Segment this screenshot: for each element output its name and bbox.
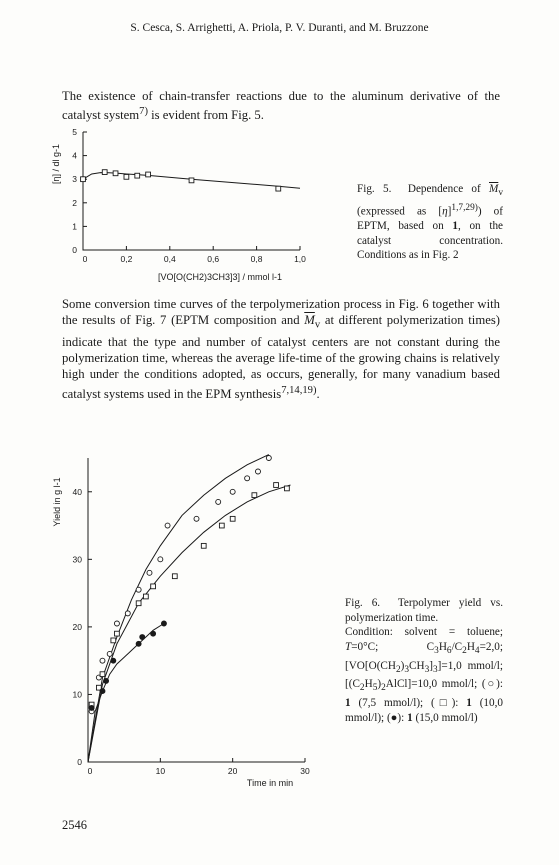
- fig6-data-point: [194, 516, 199, 521]
- fig6-data-point: [252, 493, 257, 498]
- fig6-data-point: [165, 523, 170, 528]
- fig5-y-tick-label: 0: [72, 245, 77, 255]
- page-number: 2546: [62, 818, 87, 832]
- fig6-y-tick-label: 20: [72, 621, 82, 632]
- fig6-data-point: [161, 621, 166, 626]
- fig5-x-tick-label: 0,8: [250, 254, 263, 264]
- fig6-data-point: [111, 638, 116, 643]
- fig6-y-tick-label: 40: [72, 486, 82, 497]
- fig6-data-point: [230, 489, 235, 494]
- figure-6-chart: [50, 450, 340, 795]
- figure-5-chart: [50, 124, 350, 288]
- fig6-data-point: [114, 621, 119, 626]
- fig6-data-point: [104, 678, 109, 683]
- fig6-x-tick-label: 10: [155, 766, 166, 776]
- fig6-data-point: [107, 651, 112, 656]
- fig5-y-tick-label: 2: [72, 197, 77, 208]
- fig6-data-point: [266, 456, 271, 461]
- fig6-data-point: [143, 594, 148, 599]
- fig5-data-point: [124, 174, 129, 179]
- fig6-data-point: [274, 483, 279, 488]
- fig5-data-point: [135, 173, 140, 178]
- fig6-x-tick-label: 0: [87, 766, 93, 776]
- fig5-x-tick-label: 1,0: [294, 254, 306, 264]
- fig6-data-point: [285, 486, 290, 491]
- paragraph-2: Some conversion time curves of the terpolymerization process in Fig. 6 together with the results of Fig. 7 (EPTM composition and $\overline{M}_v$ at different polymerization times) indicate that the type and number of catalyst centers are not constant during the polymerization time, whereas the average life-time of the growing chains is relatively high under the conditions adopted, as occurs, generally, for many vanadium based catalyst systems used in the EPM synthesis$^{7,14,19)}$.: [62, 297, 500, 401]
- fig6-data-point: [151, 584, 156, 589]
- fig5-x-tick-label: 0,2: [120, 254, 133, 264]
- fig6-y-axis-label: Yield in g l-1: [52, 477, 62, 527]
- fig6-x-axis-label: Time in min: [246, 778, 294, 788]
- fig6-data-point: [100, 672, 105, 677]
- fig6-x-tick-label: 20: [227, 766, 238, 776]
- fig6-fit-curve: [88, 624, 164, 763]
- fig6-data-point: [136, 641, 141, 646]
- running-header: S. Cesca, S. Arrighetti, A. Priola, P. V. Duranti, and M. Bruzzone: [130, 22, 429, 34]
- fig5-data-point: [102, 170, 107, 175]
- fig5-x-tick-label: 0,4: [163, 254, 176, 264]
- fig5-y-tick-label: 5: [72, 127, 77, 137]
- fig5-x-tick-label: 0: [82, 254, 88, 264]
- fig6-data-point: [111, 658, 116, 663]
- fig5-y-tick-label: 4: [72, 150, 77, 161]
- fig6-data-point: [151, 631, 156, 636]
- fig6-axes: [88, 458, 305, 762]
- fig6-data-point: [216, 499, 221, 504]
- fig6-data-point: [201, 543, 206, 548]
- fig6-data-point: [172, 574, 177, 579]
- fig6-data-point: [125, 611, 130, 616]
- fig6-data-point: [245, 476, 250, 481]
- fig6-data-point: [100, 689, 105, 694]
- fig6-data-point: [140, 635, 145, 640]
- fig6-data-point: [136, 601, 141, 606]
- fig6-y-tick-label: 10: [72, 689, 82, 700]
- fig5-x-tick-label: 0,6: [207, 254, 220, 264]
- fig6-y-tick-label: 0: [77, 757, 82, 767]
- fig5-axes: [83, 132, 300, 250]
- fig6-data-point: [158, 557, 163, 562]
- fig6-data-point: [147, 570, 152, 575]
- fig6-data-point: [100, 658, 105, 663]
- figure-6-caption: Fig. 6. Terpolymer yield vs. polymerization time. Condition: solvent = toluene; T=0°C; $C_3H_6/C_2H_4=2,0$; $[VO[O(CH_2)_3CH_3]_3]=1,0$ mmol/l; $[(C_2H_5)_2AlCl]=10,0$ mmol/l; (○): 1 (7,5 mmol/l); (□): 1 (10,0 mmol/l); (●): 1 (15,0 mmol/l): [345, 597, 503, 724]
- fig5-data-point: [146, 172, 151, 177]
- fig5-data-point: [81, 177, 86, 182]
- fig6-fit-curve: [88, 455, 269, 762]
- fig5-y-axis-label: [η] / dl g-1: [51, 143, 61, 185]
- fig6-x-tick-label: 30: [300, 766, 310, 776]
- fig6-data-point: [115, 631, 120, 636]
- fig5-data-point: [276, 186, 281, 191]
- fig6-y-tick-label: 30: [72, 554, 82, 565]
- fig6-data-point: [136, 587, 141, 592]
- fig5-y-tick-label: 1: [72, 221, 77, 232]
- fig6-data-point: [230, 516, 235, 521]
- fig5-data-point: [189, 178, 194, 183]
- figure-5-caption: Fig. 5. Dependence of $\overline{M}_v$ (expressed as $[\eta]^{1,7,29)}$) of EPTM, based on 1, on the catalyst concentration. Conditions as in Fig. 2: [357, 183, 504, 262]
- fig5-y-tick-label: 3: [72, 174, 77, 185]
- fig5-x-axis-label: [VO[O(CH2)3CH3]3] / mmol l-1: [157, 272, 283, 282]
- fig5-data-point: [113, 171, 118, 176]
- paragraph-1: The existence of chain-transfer reactions due to the aluminum derivative of the catalyst system$^{7)}$ is evident from Fig. 5.: [62, 89, 500, 123]
- fig6-data-point: [219, 523, 224, 528]
- fig6-data-point: [255, 469, 260, 474]
- fig6-data-point: [89, 705, 94, 710]
